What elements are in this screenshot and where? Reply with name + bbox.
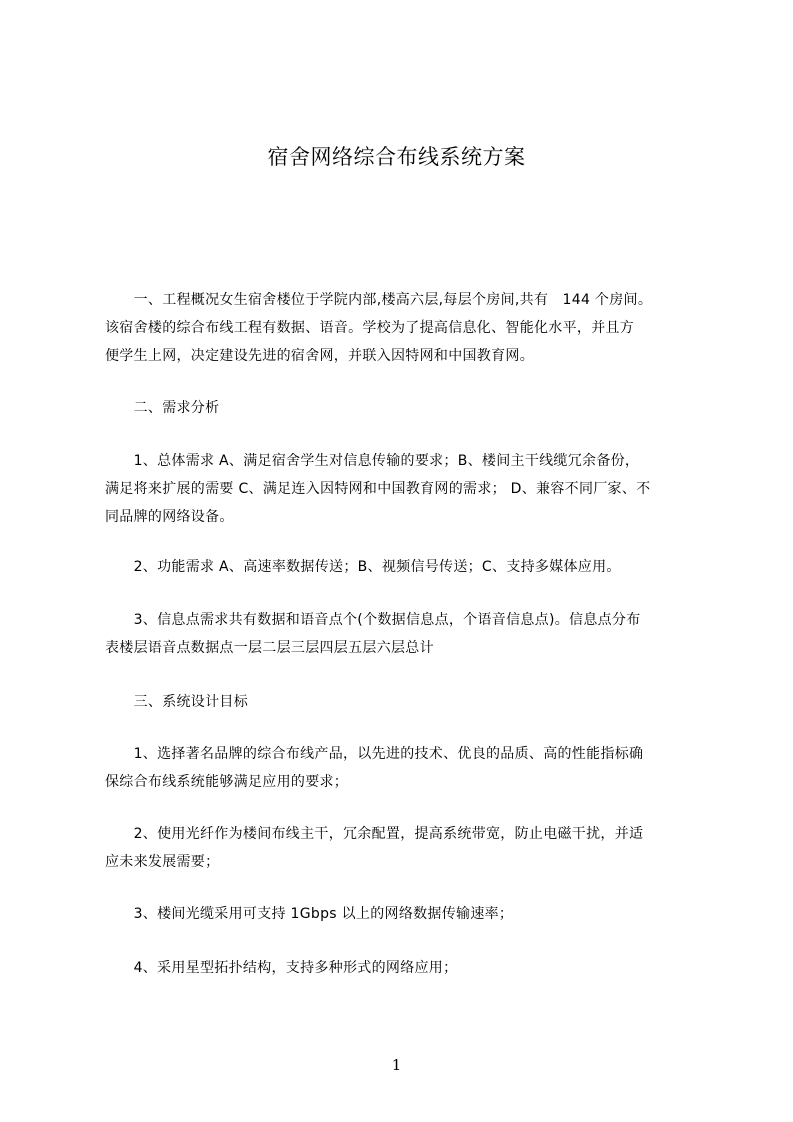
text-line: 该宿舍楼的综合布线工程有数据、语音。学校为了提高信息化、智能化水平，并且方 (105, 320, 635, 336)
text-line: 满足将来扩展的需要 C、满足连入因特网和中国教育网的需求； D、兼容不同厂家、不 (105, 481, 651, 497)
text-line: 3、信息点需求共有数据和语音点个(个数据信息点，个语音信息点)。信息点分布 (105, 612, 641, 628)
text-line: 3、楼间光缆采用可支持 1Gbps 以上的网络数据传输速率； (105, 906, 514, 922)
section-heading-design-goals (105, 688, 717, 716)
text-line: 1、总体需求 A、满足宿舍学生对信息传输的要求；B、楼间主干线缆冗余备份， (105, 453, 640, 469)
page-number: 1 (391, 1056, 402, 1074)
document-title: 宿舍网络综合布线系统方案 (267, 145, 526, 169)
paragraph-overall-requirements (105, 447, 717, 531)
text-line: 2、功能需求 A、高速率数据传送；B、视频信号传送；C、支持多媒体应用。 (105, 559, 621, 575)
paragraph-project-overview (105, 286, 717, 370)
text-line: 三、系统设计目标 (105, 694, 248, 710)
paragraph-function-requirements (105, 553, 717, 581)
text-line: 便学生上网，决定建设先进的宿舍网，并联入因特网和中国教育网。 (105, 348, 534, 364)
section-heading-requirements (105, 394, 717, 422)
text-line: 4、采用星型拓扑结构，支持多种形式的网络应用； (105, 960, 458, 976)
text-line: 一、工程概况女生宿舍楼位于学院内部,楼高六层,每层个房间,共有 144 个房间。 (105, 292, 653, 308)
paragraph-goal-3 (105, 900, 717, 928)
text-line: 保综合布线系统能够满足应用的要求； (105, 774, 349, 790)
text-line: 1、选择著名品牌的综合布线产品，以先进的技术、优良的品质、高的性能指标确 (105, 746, 644, 762)
paragraph-goal-4 (105, 954, 717, 982)
paragraph-goal-1 (105, 740, 717, 796)
text-line: 应未来发展需要； (105, 854, 220, 870)
text-line: 二、需求分析 (105, 400, 220, 416)
text-line: 表楼层语音点数据点一层二层三层四层五层六层总计 (105, 640, 434, 656)
text-line: 2、使用光纤作为楼间布线主干，冗余配置，提高系统带宽，防止电磁干扰，并适 (105, 826, 644, 842)
text-line: 同品牌的网络设备。 (105, 509, 234, 525)
paragraph-goal-2 (105, 820, 717, 876)
paragraph-information-points (105, 606, 717, 662)
